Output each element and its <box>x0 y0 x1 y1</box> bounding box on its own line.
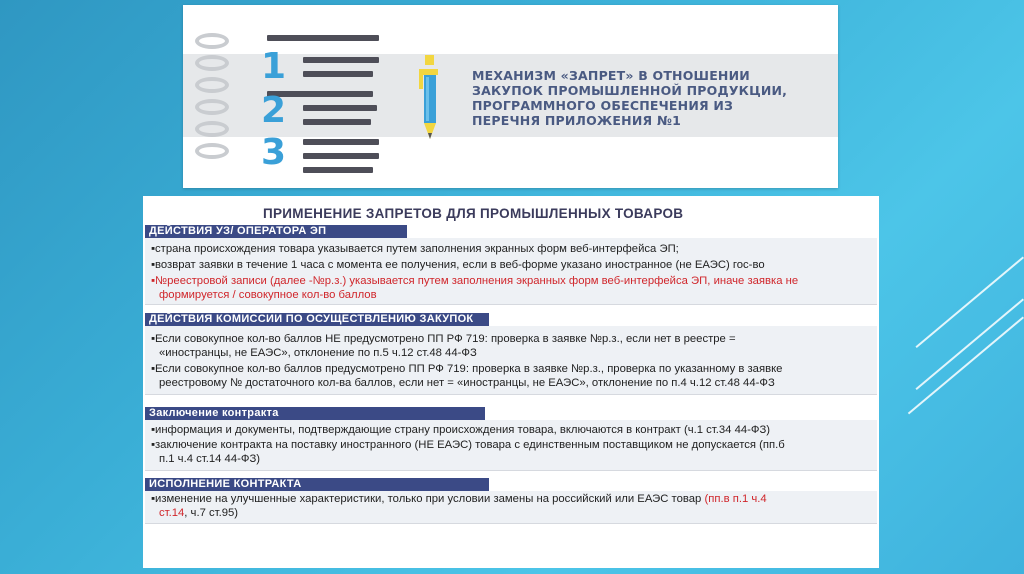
panel-title: ПРИМЕНЕНИЕ ЗАПРЕТОВ ДЛЯ ПРОМЫШЛЕННЫХ ТОВАРОВ <box>263 206 684 221</box>
list-item <box>151 492 767 506</box>
section-heading-operator: ДЕЙСТВИЯ УЗ/ ОПЕРАТОРА ЭП <box>145 225 407 238</box>
list-bar <box>303 71 373 77</box>
section-heading-contract: Заключение контракта <box>145 407 485 420</box>
list-item: «иностранцы, не ЕАЭС», отклонение по п.5 ч.12 ст.48 44-ФЗ <box>159 347 477 359</box>
legal-reference: ст.14 <box>159 507 185 519</box>
list-item-text: ▪изменение на улучшенные характеристики, только при условии замены на российский или ЕАЭС товар <box>151 493 705 505</box>
top-title <box>472 68 832 128</box>
list-item-text: , ч.7 ст.95) <box>184 507 239 519</box>
list-item: ▪страна происхождения товара указывается путем заполнения экранных форм веб-интерфейса ЭП; <box>151 243 679 255</box>
legal-reference: (пп.в п.1 ч.4 <box>704 493 767 505</box>
list-bar <box>303 139 379 145</box>
prohibitions-panel <box>143 196 879 568</box>
decor-line-2 <box>915 298 1024 390</box>
section-body-execution <box>145 491 877 524</box>
list-item <box>159 506 238 520</box>
decor-line-1 <box>915 256 1024 348</box>
top-title-line: ПЕРЕЧНЯ ПРИЛОЖЕНИЯ №1 <box>472 113 682 128</box>
list-item: ▪информация и документы, подтверждающие страну происхождения товара, включаются в контракт (ч.1 ст.34 44-ФЗ) <box>151 424 771 436</box>
list-bar <box>303 167 373 173</box>
top-title-line: ПРОГРАММНОГО ОБЕСПЕЧЕНИЯ ИЗ <box>472 98 734 113</box>
list-item: п.1 ч.4 ст.14 44-ФЗ) <box>159 453 261 465</box>
top-title-line: МЕХАНИЗМ «ЗАПРЕТ» В ОТНОШЕНИИ <box>472 68 750 83</box>
section-body-contract <box>145 420 877 471</box>
decor-line-3 <box>908 316 1024 414</box>
section-body-commission <box>145 326 877 395</box>
list-bar <box>303 119 371 125</box>
list-item: ▪Если совокупное кол-во баллов предусмотрено ПП РФ 719: проверка в заявке №р.з., проверка по указанному в заявке <box>151 363 783 375</box>
list-bar <box>303 57 379 63</box>
section-body-operator <box>145 238 877 305</box>
list-bar <box>303 105 377 111</box>
list-bar <box>303 153 379 159</box>
list-item: реестровому № достаточного кол-ва баллов, если нет = «иностранцы, не ЕАЭС», отклонение по п.4 ч.12 ст.48 44-ФЗ <box>159 377 775 389</box>
list-item: ▪возврат заявки в течение 1 часа с момента ее получения, если в веб-форме указано иностранное (не ЕАЭС) гос-во <box>151 259 765 271</box>
section-heading-execution: ИСПОЛНЕНИЕ КОНТРАКТА <box>145 478 489 491</box>
list-number-2: 2 <box>261 90 287 131</box>
top-card <box>183 5 838 188</box>
list-bar <box>267 35 379 41</box>
pencil-icon <box>415 55 445 145</box>
section-heading-commission: ДЕЙСТВИЯ КОМИССИИ ПО ОСУЩЕСТВЛЕНИЮ ЗАКУПОК <box>145 313 489 326</box>
list-number-3: 3 <box>261 132 287 173</box>
list-item-highlight: ▪№реестровой записи (далее -№р.з.) указывается путем заполнения экранных форм веб-интерфейса ЭП, иначе заявка не <box>151 275 799 287</box>
list-item-highlight: формируется / совокупное кол-во баллов <box>159 289 377 301</box>
list-number-1: 1 <box>261 46 287 87</box>
top-title-line: ЗАКУПОК ПРОМЫШЛЕННОЙ ПРОДУКЦИИ, <box>472 83 788 98</box>
list-item: ▪заключение контракта на поставку иностранного (НЕ ЕАЭС) товара с единственным поставщиком не допускается (пп.б <box>151 439 785 451</box>
list-item: ▪Если совокупное кол-во баллов НЕ предусмотрено ПП РФ 719: проверка в заявке №р.з., если нет в реестре = <box>151 333 736 345</box>
